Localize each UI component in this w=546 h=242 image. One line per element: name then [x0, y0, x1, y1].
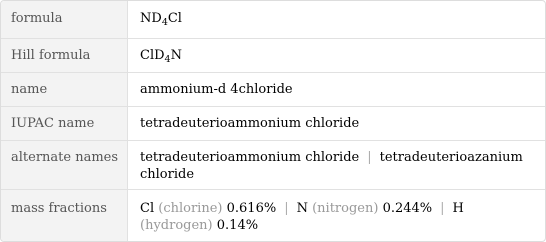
row-value-formula — [129, 1, 545, 38]
row-value-mass-fractions — [129, 190, 545, 241]
label-text: name — [11, 82, 48, 97]
row-value-name — [129, 73, 545, 106]
mass-fraction-value: 0.616% — [226, 201, 277, 216]
separator: | — [284, 201, 289, 216]
element-symbol: Cl — [140, 201, 155, 216]
formula-part: N — [170, 48, 182, 63]
element-name: (chlorine) — [158, 201, 223, 216]
table-row-formula — [1, 1, 545, 38]
alternate-name: tetradeuterioammonium chloride — [140, 150, 360, 165]
label-text: Hill formula — [11, 48, 91, 63]
table-row-mass-fractions — [1, 189, 545, 241]
formula-subscript: 4 — [164, 54, 171, 65]
label-text: IUPAC name — [11, 116, 95, 131]
row-value-alternate-names — [129, 141, 545, 189]
separator: | — [440, 201, 445, 216]
element-symbol: H — [452, 201, 464, 216]
row-label-iupac-name — [1, 107, 128, 140]
mass-fraction-value: 0.244% — [382, 201, 433, 216]
formula-value — [140, 10, 539, 28]
hill-formula-value — [140, 47, 539, 65]
separator: | — [367, 150, 372, 165]
element-name: (hydrogen) — [140, 218, 213, 233]
alternate-names-line-2 — [140, 166, 539, 183]
row-label-hill-formula — [1, 39, 128, 72]
formula-subscript: 4 — [161, 17, 168, 28]
formula-part: ClD — [140, 48, 165, 63]
row-value-hill-formula — [129, 39, 545, 72]
alternate-name-continuation: chloride — [140, 167, 195, 182]
name-value: ammonium-d 4chloride — [140, 82, 293, 97]
element-name: (nitrogen) — [312, 201, 379, 216]
row-label-mass-fractions — [1, 190, 128, 241]
table-row-iupac-name — [1, 106, 545, 140]
label-text: formula — [11, 11, 63, 26]
row-label-name — [1, 73, 128, 106]
mass-fractions-line-1 — [140, 200, 539, 217]
label-text: alternate names — [11, 150, 119, 165]
table-row-alternate-names — [1, 140, 545, 189]
alternate-names-line-1 — [140, 149, 539, 166]
formula-part: ND — [140, 11, 162, 26]
label-text: mass fractions — [11, 201, 107, 216]
iupac-name-value: tetradeuterioammonium chloride — [140, 116, 360, 131]
element-symbol: N — [296, 201, 308, 216]
row-label-formula — [1, 1, 128, 38]
mass-fractions-line-2 — [140, 217, 539, 234]
alternate-name: tetradeuterioazanium — [379, 150, 523, 165]
mass-fraction-value: 0.14% — [216, 218, 259, 233]
table-row-hill-formula — [1, 38, 545, 72]
row-value-iupac-name — [129, 107, 545, 140]
formula-part: Cl — [167, 11, 182, 26]
row-label-alternate-names — [1, 141, 128, 189]
table-row-name — [1, 72, 545, 106]
